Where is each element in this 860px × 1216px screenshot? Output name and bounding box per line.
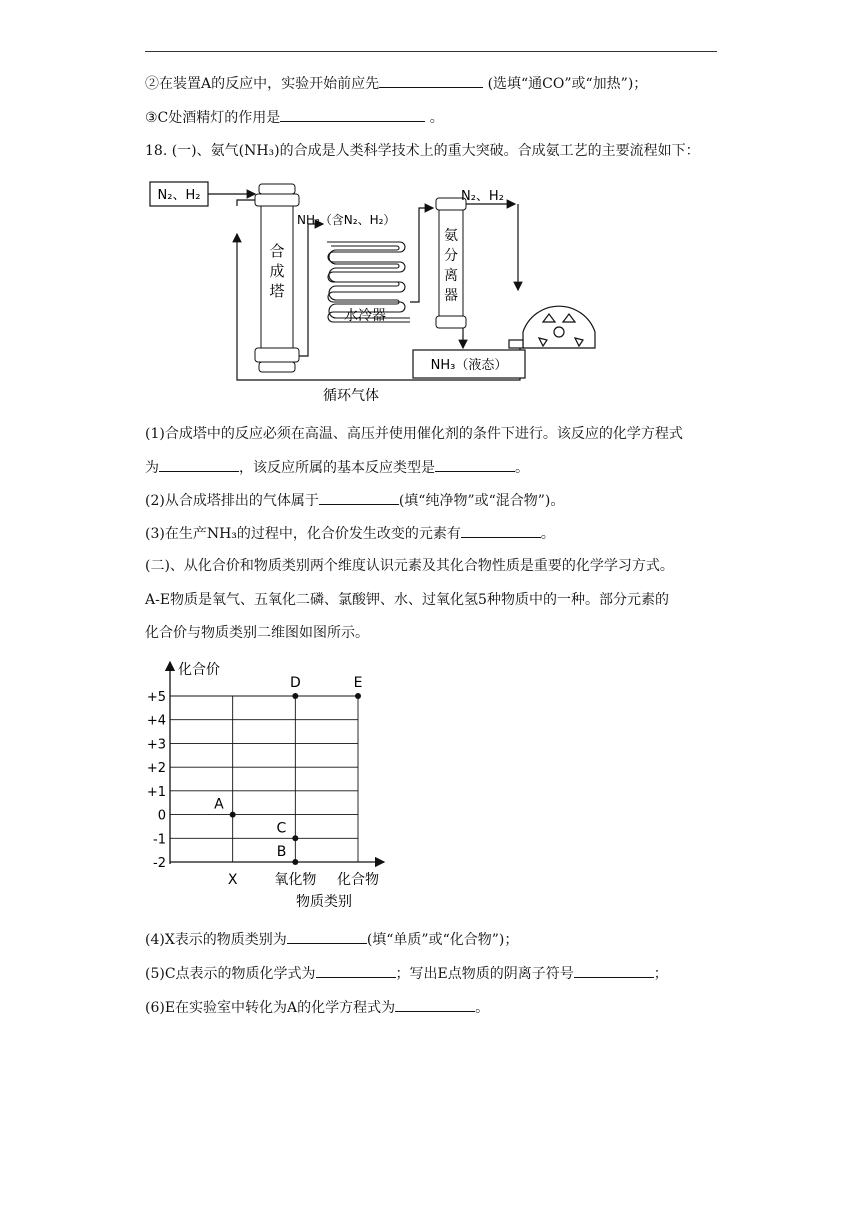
q18-4: (4)X表示的物质类别为 (填“单质”或“化合物”)； (145, 928, 518, 950)
y-tick-label: +4 (146, 713, 166, 729)
data-point (355, 693, 361, 699)
q18-intro: 18. (一)、氨气(NH₃)的合成是人类科学技术上的重大突破。合成氨工艺的主要流程如下： (145, 143, 700, 159)
ammonia-separator (436, 198, 466, 328)
cooler-label: 水冷器 (344, 308, 386, 324)
x-tick-label: X (227, 872, 238, 888)
q18-3: (3)在生产NH₃的过程中，化合价发生改变的元素有 。 (145, 522, 555, 544)
y-tick-label: +2 (146, 761, 166, 777)
valence-chart (140, 656, 410, 914)
part2-line1: (二)、从化合价和物质类别两个维度认识元素及其化合物性质是重要的化学学习方式。 (145, 558, 674, 574)
y-tick-label: +5 (146, 690, 166, 705)
data-point (292, 859, 298, 865)
answer-blank[interactable] (379, 72, 483, 88)
tower-char: 塔 (269, 282, 285, 300)
point-label: A (214, 796, 224, 813)
q18-2: (2)从合成塔排出的气体属于 (填“纯净物”或“混合物”)。 (145, 489, 564, 511)
y-tick-label: 0 (157, 808, 166, 824)
answer-blank[interactable] (280, 106, 425, 122)
data-point (292, 693, 298, 699)
recycle-gas-label: N₂、H₂ (461, 189, 504, 204)
separator-char: 分 (444, 248, 458, 264)
tower-char: 合 (269, 242, 285, 260)
point-label: D (289, 675, 301, 691)
y-tick-label: -2 (153, 856, 166, 871)
synthesis-tower (255, 184, 299, 372)
data-point (292, 835, 298, 841)
y-tick-label: +1 (146, 784, 166, 800)
answer-blank[interactable] (319, 489, 399, 505)
q18-5: (5)C点表示的物质化学式为 ；写出E点物质的阴离子符号 ； (145, 962, 668, 984)
point-label: C (276, 820, 287, 837)
input-gas-label: N₂、H₂ (157, 188, 201, 203)
nh3-mix-label: NH₃（含N₂、H₂） (297, 213, 396, 227)
part2-line2: A-E物质是氧气、五氧化二磷、氯酸钾、水、过氧化氢5种物质中的一种。部分元素的 (145, 592, 669, 608)
separator-char: 器 (444, 288, 458, 304)
answer-blank[interactable] (461, 522, 541, 538)
tower-char: 成 (269, 262, 285, 280)
y-axis-title: 化合价 (178, 662, 220, 678)
y-tick-label: -1 (153, 832, 166, 848)
separator-char: 离 (444, 268, 458, 284)
liquid-ammonia-label: NH₃（液态） (430, 358, 508, 373)
q17-line-2: ②在装置A的反应中，实验开始前应先 (选填“通CO”或“加热”)； (145, 72, 647, 94)
ammonia-process-diagram (145, 172, 605, 406)
answer-blank[interactable] (159, 456, 239, 472)
part2-line3: 化合价与物质类别二维图如图所示。 (145, 625, 369, 641)
q18-1-line2: 为 ，该反应所属的基本反应类型是 。 (145, 456, 529, 478)
q17-line-3: ③C处酒精灯的作用是 。 (145, 106, 444, 128)
compressor-icon (509, 306, 595, 348)
q18-6: (6)E在实验室中转化为A的化学方程式为 。 (145, 996, 489, 1018)
top-rule (145, 51, 717, 52)
x-axis-title: 物质类别 (296, 894, 352, 910)
y-tick-label: +3 (146, 737, 166, 753)
answer-blank[interactable] (395, 996, 475, 1012)
point-label: B (276, 844, 287, 860)
point-label: E (353, 675, 363, 691)
recycle-label: 循环气体 (323, 388, 379, 404)
x-tick-label: 化合物 (337, 872, 379, 888)
separator-char: 氨 (444, 228, 458, 244)
answer-blank[interactable] (316, 962, 396, 978)
answer-blank[interactable] (287, 928, 367, 944)
data-point (230, 812, 236, 818)
answer-blank[interactable] (435, 456, 515, 472)
q18-1-line1: (1)合成塔中的反应必须在高温、高压并使用催化剂的条件下进行。该反应的化学方程式 (145, 426, 683, 442)
answer-blank[interactable] (574, 962, 654, 978)
x-tick-label: 氧化物 (274, 872, 317, 888)
